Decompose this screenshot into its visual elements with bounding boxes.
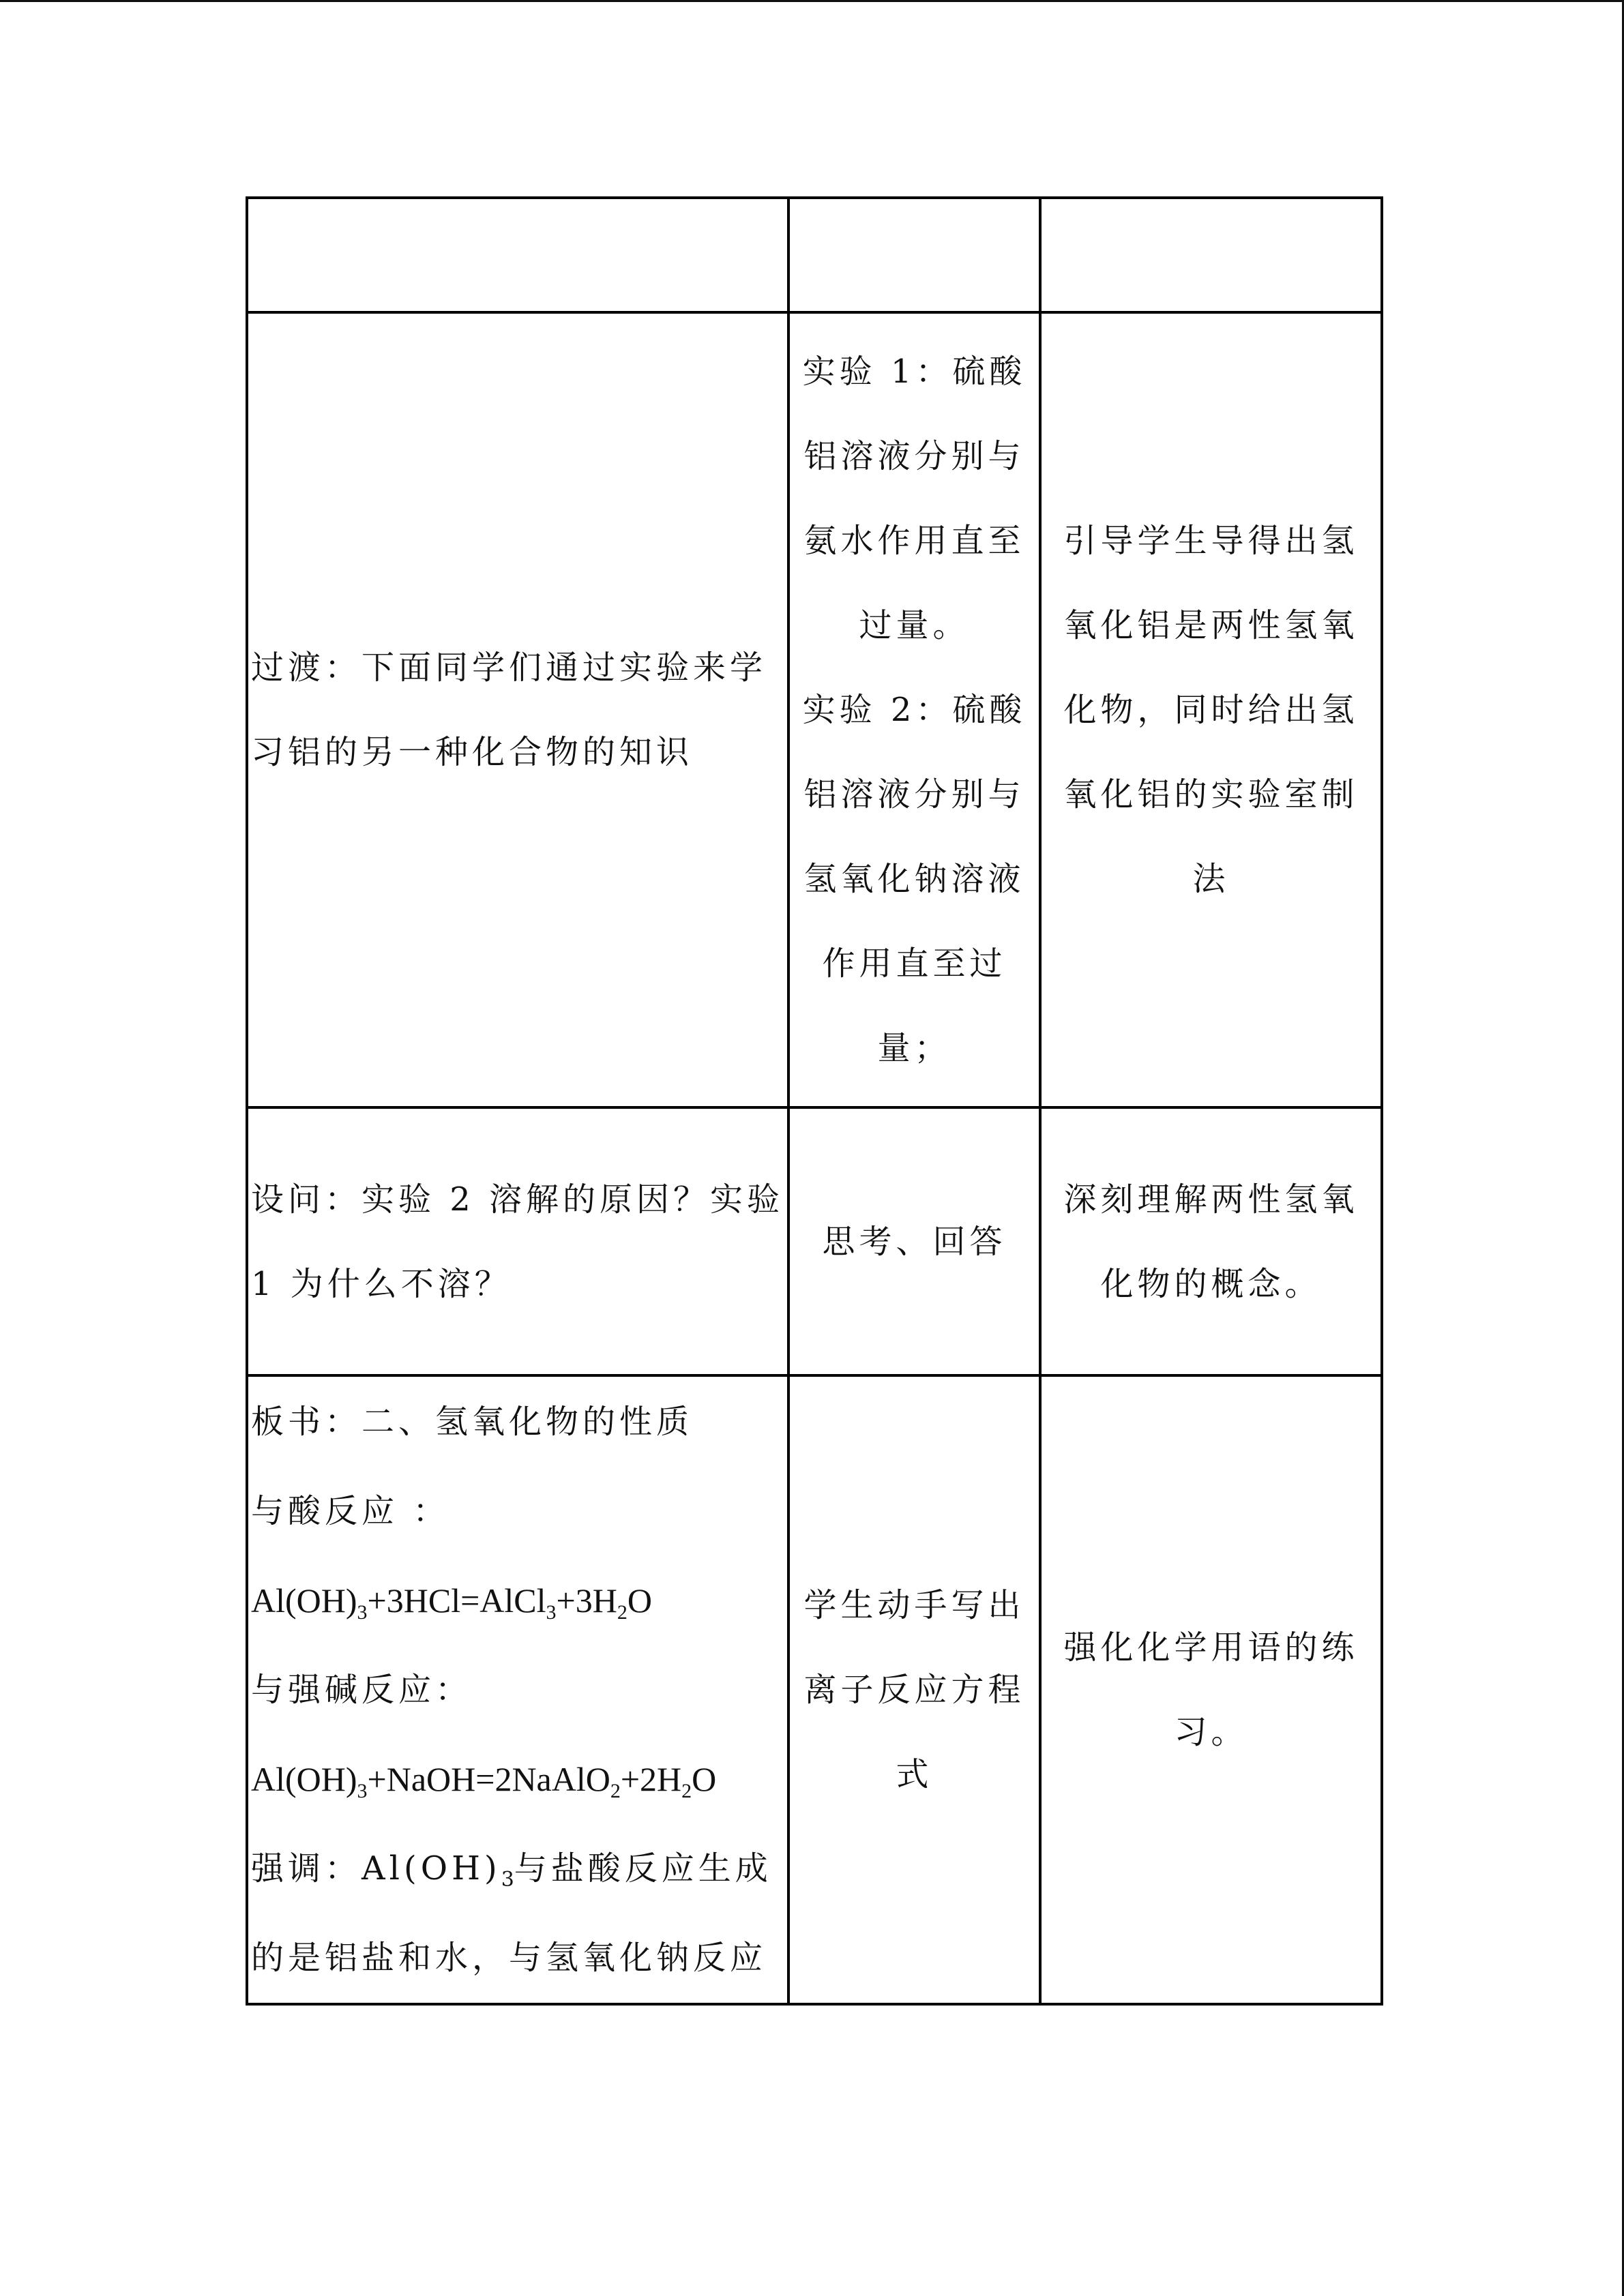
base-reaction-equation: $Al(OH)_3+NaOH=2NaAlO_2+2H_2O$ <box>251 1759 717 1802</box>
lesson-plan-table <box>246 196 1383 2006</box>
text-line: 量； <box>877 1029 951 1067</box>
table-row <box>247 1107 1382 1375</box>
text-line: 化物的概念。 <box>1100 1264 1322 1303</box>
text-line: 引导学生导得出氢 <box>1063 522 1359 560</box>
text-line: 习铝的另一种化合物的知识 <box>251 733 694 771</box>
cell-student-activity <box>788 1107 1040 1375</box>
emphasis-text-continued: 的是铝盐和水，与氢氧化钠反应 <box>251 1938 767 1977</box>
cell-design-intent <box>1040 1107 1382 1375</box>
cell-design-intent <box>1040 312 1382 1107</box>
text-line: 离子反应方程 <box>803 1671 1025 1709</box>
text-line: 过渡：下面同学们通过实验来学 <box>251 648 767 687</box>
text-line: 氧化铝是两性氢氧 <box>1063 606 1359 644</box>
text-line: 法 <box>1192 860 1230 898</box>
cell-student-activity <box>788 312 1040 1107</box>
text-line: 实验 1：硫酸 <box>802 353 1027 391</box>
text-line: 式 <box>896 1755 933 1793</box>
cell-teacher-activity <box>247 312 788 1107</box>
text-line: 过量。 <box>859 606 970 644</box>
text-line: 作用直至过 <box>822 944 1007 983</box>
text-line: 氨水作用直至 <box>803 522 1025 560</box>
table-row <box>247 198 1382 312</box>
cell-design-intent <box>1040 1375 1382 2004</box>
table-row <box>247 312 1382 1107</box>
text-line: 深刻理解两性氢氧 <box>1063 1180 1359 1219</box>
cell-student-activity <box>788 1375 1040 2004</box>
table-row <box>247 1375 1382 2004</box>
acid-reaction-equation: $Al(OH)_3+3HCl=AlCl_3+3H_2O$ <box>251 1581 652 1624</box>
board-heading: 板书：二、氢氧化物的性质 <box>251 1402 694 1441</box>
text-line: 氢氧化钠溶液 <box>803 860 1025 898</box>
text-line: 习。 <box>1174 1713 1248 1751</box>
text-line: 铝溶液分别与 <box>803 775 1025 814</box>
text-line: 1 为什么不溶？ <box>251 1264 512 1303</box>
acid-reaction-label: 与酸反应 ： <box>251 1491 450 1530</box>
text-line: 强化化学用语的练 <box>1063 1628 1359 1667</box>
text-line: 思考、回答 <box>822 1222 1007 1261</box>
page-top-edge <box>0 0 1624 2</box>
cell-teacher-activity <box>247 1375 788 2004</box>
text-line: 氧化铝的实验室制 <box>1063 775 1359 814</box>
emphasis-text: 强调：$Al(OH)_3$与盐酸反应生成 <box>251 1849 772 1892</box>
text-line: 铝溶液分别与 <box>803 437 1025 475</box>
cell-teacher-activity <box>247 198 788 312</box>
text-line: 学生动手写出 <box>803 1586 1025 1624</box>
cell-teacher-activity <box>247 1107 788 1375</box>
text-line: 设问：实验 2 溶解的原因？实验 <box>251 1180 784 1219</box>
text-line: 化物，同时给出氢 <box>1063 691 1359 729</box>
text-line: 实验 2：硫酸 <box>802 691 1027 729</box>
cell-design-intent <box>1040 198 1382 312</box>
cell-student-activity <box>788 198 1040 312</box>
base-reaction-label: 与强碱反应： <box>251 1670 473 1709</box>
